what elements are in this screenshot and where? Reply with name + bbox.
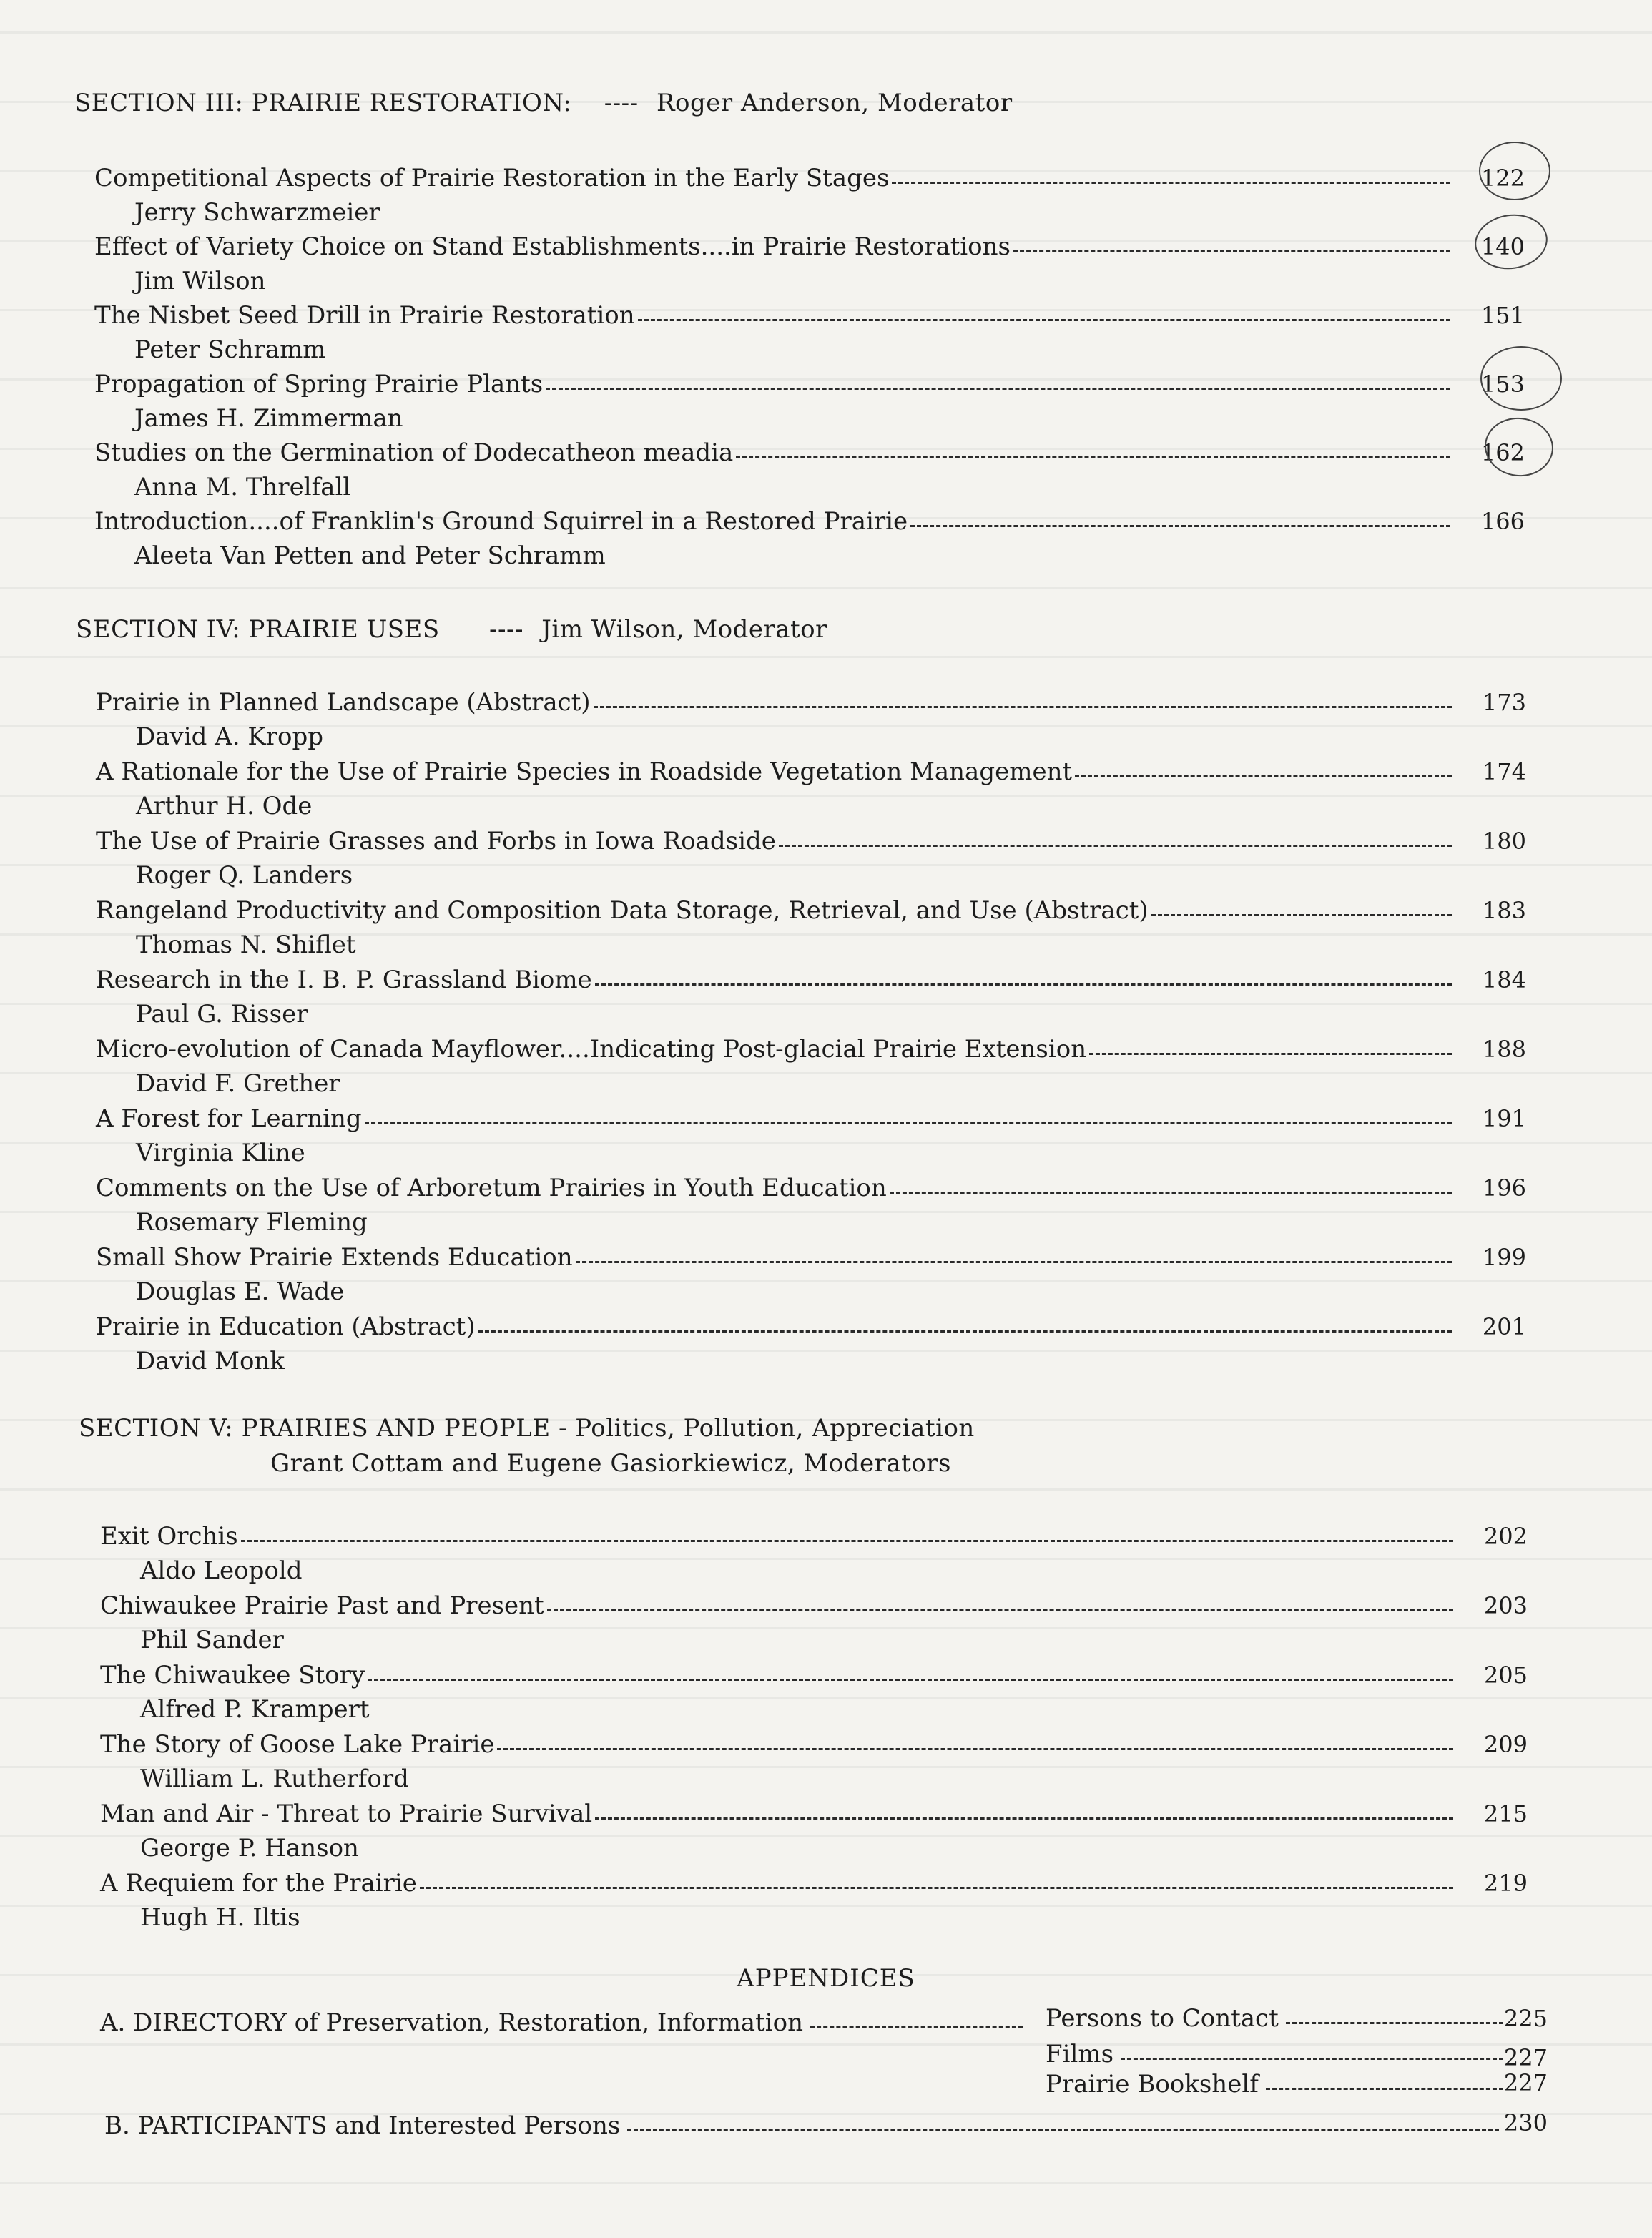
dot-leader [736, 456, 1450, 458]
dot-leader [546, 388, 1450, 390]
section-title: SECTION III: PRAIRIE RESTORATION: [74, 89, 572, 117]
section-dashes: ---- [604, 89, 639, 117]
dot-leader [595, 983, 1452, 986]
entry-author: Anna M. Threlfall [134, 473, 351, 501]
appendices-heading: APPENDICES [737, 1964, 915, 1993]
entry-title-line [96, 1240, 1462, 1275]
entry-page-number: 191 [1482, 1105, 1526, 1132]
dot-leader [638, 319, 1450, 321]
entry-author: David A. Kropp [136, 722, 324, 751]
entry-page-number: 174 [1482, 758, 1526, 785]
entry-author: Arthur H. Ode [136, 792, 313, 820]
dot-leader [576, 1261, 1452, 1263]
toc-entry [96, 963, 1526, 1031]
entry-title: The Chiwaukee Story [100, 1661, 365, 1689]
dot-leader [910, 525, 1450, 527]
toc-entry [94, 436, 1525, 504]
appendix-item-label: Persons to Contact [1046, 2004, 1279, 2033]
section-moderator: Grant Cottam and Eugene Gasiorkiewicz, Moderators [270, 1449, 951, 1478]
appendix-item-label: Prairie Bookshelf [1046, 2070, 1259, 2099]
dot-leader [547, 1609, 1453, 1611]
toc-entry [96, 1032, 1526, 1101]
entry-page-number: 180 [1482, 828, 1526, 855]
entry-title-line [96, 1101, 1462, 1136]
toc-entry [94, 230, 1525, 298]
entry-title: Competitional Aspects of Prairie Restoration in the Early Stages [94, 164, 890, 192]
dot-leader [1089, 1053, 1452, 1055]
dot-leader [365, 1122, 1452, 1124]
dot-leader [241, 1540, 1453, 1542]
toc-entry [96, 755, 1526, 823]
entry-page-number: 140 [1480, 233, 1525, 260]
entry-author: Alfred P. Krampert [140, 1695, 370, 1724]
dot-leader [478, 1330, 1452, 1333]
entry-author: Virginia Kline [136, 1139, 305, 1167]
entry-author: George P. Hanson [140, 1834, 359, 1862]
toc-entry [96, 893, 1526, 962]
toc-entry [100, 1589, 1528, 1657]
section-title: SECTION V: PRAIRIES AND PEOPLE - Politics, Pollution, Appreciation [79, 1414, 975, 1443]
dot-leader [1151, 914, 1452, 916]
entry-title: Rangeland Productivity and Composition Data Storage, Retrieval, and Use (Abstract) [96, 896, 1149, 925]
dot-leader [368, 1679, 1453, 1681]
entry-title: A Forest for Learning [96, 1104, 362, 1133]
entry-author: William L. Rutherford [140, 1765, 409, 1793]
entry-title: The Use of Prairie Grasses and Forbs in Iowa Roadside [96, 827, 776, 855]
entry-title-line [100, 1727, 1463, 1762]
handwritten-circle-mark [1480, 346, 1562, 411]
entry-page-number: 173 [1482, 689, 1526, 716]
entry-author: Roger Q. Landers [136, 861, 353, 890]
toc-entry [100, 1727, 1528, 1796]
entry-title: Man and Air - Threat to Prairie Survival [100, 1800, 593, 1828]
entry-title: The Story of Goose Lake Prairie [100, 1730, 495, 1759]
section-5-moderators [270, 1449, 951, 1478]
dot-leader [497, 1748, 1453, 1750]
entry-title: Prairie in Planned Landscape (Abstract) [96, 688, 591, 717]
dot-leader [1121, 2058, 1503, 2060]
entry-title: The Nisbet Seed Drill in Prairie Restoration [94, 301, 635, 330]
dot-leader [890, 1192, 1452, 1194]
entry-page-number: 205 [1483, 1662, 1528, 1689]
appendix-item-page: 227 [1503, 2044, 1548, 2071]
toc-entry [96, 1171, 1526, 1240]
entry-title-line [100, 1866, 1463, 1900]
appendix-item-row [1046, 2001, 1510, 2036]
section-5-heading [79, 1414, 975, 1443]
entry-page-number: 122 [1480, 165, 1525, 192]
entry-title: Micro-evolution of Canada Mayflower....Indicating Post-glacial Prairie Extension [96, 1035, 1087, 1064]
handwritten-circle-mark [1479, 142, 1550, 200]
entry-page-number: 188 [1482, 1036, 1526, 1063]
toc-entry [96, 1310, 1526, 1378]
entry-page-number: 184 [1482, 966, 1526, 993]
appendix-item-row [1046, 2037, 1510, 2071]
toc-entry [96, 824, 1526, 893]
entry-author: Jim Wilson [134, 267, 266, 295]
entry-page-number: 166 [1480, 508, 1525, 535]
entry-author: Paul G. Risser [136, 1000, 308, 1029]
entry-title: Prairie in Education (Abstract) [96, 1312, 476, 1341]
dot-leader [594, 706, 1452, 708]
appendix-item-page: 225 [1503, 2005, 1548, 2032]
entry-title-line [100, 1519, 1463, 1554]
entry-title-line [96, 755, 1462, 789]
toc-entry [100, 1797, 1528, 1865]
entry-title-line [96, 1032, 1462, 1066]
entry-title-line [96, 1171, 1462, 1205]
entry-title: A Rationale for the Use of Prairie Species in Roadside Vegetation Management [96, 757, 1073, 786]
entry-author: David F. Grether [136, 1069, 340, 1098]
entry-title: Exit Orchis [100, 1522, 238, 1551]
appendix-item-label: Films [1046, 2040, 1114, 2068]
entry-title-line [94, 298, 1460, 333]
entry-title-line [100, 1797, 1463, 1831]
entry-author: David Monk [136, 1347, 285, 1375]
entry-author: Peter Schramm [134, 335, 326, 364]
entry-title-line [94, 436, 1460, 470]
toc-entry [94, 504, 1525, 573]
entry-title-line [94, 367, 1460, 401]
appendix-b-row [104, 2109, 1506, 2143]
entry-author: Thomas N. Shiflet [136, 931, 356, 959]
entry-page-number: 196 [1482, 1174, 1526, 1202]
entry-title: Effect of Variety Choice on Stand Establishments....in Prairie Restorations [94, 232, 1011, 261]
entry-title: Chiwaukee Prairie Past and Present [100, 1591, 544, 1620]
entry-title-line [96, 893, 1462, 928]
entry-title-line [96, 824, 1462, 858]
dot-leader [779, 845, 1452, 847]
entry-author: Aleeta Van Petten and Peter Schramm [134, 541, 606, 570]
toc-entry [96, 1240, 1526, 1309]
entry-title: Propagation of Spring Prairie Plants [94, 370, 544, 398]
section-moderator: Jim Wilson, Moderator [541, 615, 827, 644]
entry-author: Hugh H. Iltis [140, 1903, 300, 1932]
entry-page-number: 153 [1480, 370, 1525, 398]
appendix-b-label: B. PARTICIPANTS and Interested Persons [104, 2111, 621, 2140]
dot-leader [1075, 775, 1452, 777]
entry-page-number: 183 [1482, 897, 1526, 924]
entry-title: A Requiem for the Prairie [100, 1869, 417, 1898]
entry-title: Studies on the Germination of Dodecatheon meadia [94, 438, 734, 467]
dot-leader [595, 1817, 1453, 1820]
toc-entry [94, 161, 1525, 230]
toc-entry [96, 685, 1526, 754]
entry-title: Small Show Prairie Extends Education [96, 1243, 573, 1272]
dot-leader [1013, 250, 1450, 252]
entry-page-number: 209 [1483, 1731, 1528, 1758]
toc-entry [100, 1519, 1528, 1588]
entry-title-line [96, 685, 1462, 720]
entry-title: Comments on the Use of Arboretum Prairies in Youth Education [96, 1174, 887, 1202]
appendix-item-row [1046, 2067, 1510, 2101]
entry-page-number: 151 [1480, 302, 1525, 329]
toc-entry [100, 1866, 1528, 1935]
entry-page-number: 162 [1480, 439, 1525, 466]
toc-entry [94, 298, 1525, 367]
dot-leader [420, 1887, 1453, 1889]
appendix-b-page: 230 [1503, 2109, 1548, 2136]
entry-title-line [100, 1589, 1463, 1623]
entry-author: Jerry Schwarzmeier [134, 198, 380, 227]
entry-title-line [94, 230, 1460, 264]
dot-leader [810, 2026, 1023, 2028]
entry-page-number: 215 [1483, 1800, 1528, 1827]
dot-leader [892, 182, 1450, 184]
entry-page-number: 202 [1483, 1523, 1528, 1550]
appendix-a-label-row [100, 2006, 1030, 2040]
entry-page-number: 199 [1482, 1244, 1526, 1271]
entry-page-number: 219 [1483, 1870, 1528, 1897]
entry-page-number: 201 [1482, 1313, 1526, 1340]
entry-author: Rosemary Fleming [136, 1208, 368, 1237]
section-4-heading [76, 615, 827, 644]
section-3-heading [74, 89, 1013, 117]
dot-leader [627, 2129, 1499, 2131]
entry-title: Introduction....of Franklin's Ground Squirrel in a Restored Prairie [94, 507, 908, 536]
dot-leader [1266, 2088, 1503, 2090]
entry-title: Research in the I. B. P. Grassland Biome [96, 966, 592, 994]
dot-leader [1286, 2022, 1503, 2024]
section-moderator: Roger Anderson, Moderator [656, 89, 1013, 117]
entry-title-line [94, 504, 1460, 539]
section-dashes: ---- [488, 615, 523, 644]
entry-page-number: 203 [1483, 1592, 1528, 1619]
appendix-a-label: A. DIRECTORY of Preservation, Restoration, Information [100, 2008, 803, 2037]
toc-entry [94, 367, 1525, 436]
entry-author: Phil Sander [140, 1626, 284, 1654]
section-title: SECTION IV: PRAIRIE USES [76, 615, 440, 644]
entry-author: Aldo Leopold [140, 1556, 303, 1585]
entry-title-line [96, 1310, 1462, 1344]
toc-entry [100, 1658, 1528, 1727]
toc-entry [96, 1101, 1526, 1170]
entry-title-line [94, 161, 1460, 195]
appendix-item-page: 227 [1503, 2069, 1548, 2096]
entry-author: Douglas E. Wade [136, 1277, 345, 1306]
entry-title-line [100, 1658, 1463, 1692]
entry-author: James H. Zimmerman [134, 404, 403, 433]
entry-title-line [96, 963, 1462, 997]
